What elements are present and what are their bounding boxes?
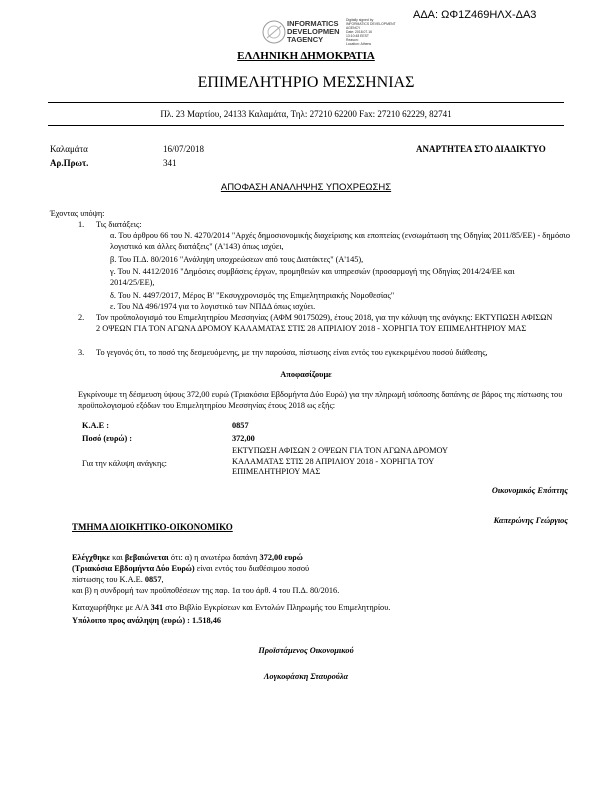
protocol-number: 341 (163, 158, 177, 168)
need-label: Για την κάλυψη ανάγκης: (82, 459, 167, 468)
registered-number: 341 (150, 603, 164, 612)
verify-line-2-rest: είναι εντός του διαθέσιμου ποσού (194, 564, 310, 573)
signer-role: Οικονομικός Επόπτης (491, 486, 568, 495)
header-divider-top (48, 102, 564, 103)
logo-text-3: TAGENCY (287, 35, 324, 44)
verify-line-3-pre: πίστωσης του Κ.Α.Ε. (72, 575, 145, 584)
decision-title: ΑΠΟΦΑΣΗ ΑΝΑΛΗΨΗΣ ΥΠΟΧΡΕΩΣΗΣ (220, 182, 392, 193)
item-1-text: Τις διατάξεις: (96, 220, 142, 229)
registered-pre: Καταχωρήθηκε με Α/Α (72, 603, 151, 612)
logo-small-3: AGENCY (346, 26, 361, 30)
signer-name: Καπερώνης Γεώργιος (493, 516, 568, 525)
logo-small-7: Location: Athens (346, 42, 372, 46)
logo-small-6: Reason: (346, 38, 359, 42)
verify-line-2 (72, 564, 309, 573)
logo-text-2: DEVELOPMEN (287, 27, 340, 36)
balance-line (72, 616, 221, 625)
state-heading: ΕΛΛΗΝΙΚΗ ΔΗΜΟΚΡΑΤΙΑ (237, 50, 375, 62)
posting-note: ΑΝΑΡΤΗΤΕΑ ΣΤΟ ΔΙΑΔΙΚΤΥΟ (416, 144, 546, 154)
footer-name: Λογκοφάσκη Σταυρούλα (263, 672, 349, 681)
logo-small-4: Date: 2018.07.16 (346, 30, 373, 34)
org-heading: ΕΠΙΜΕΛΗΤΗΡΙΟ ΜΕΣΣΗΝΙΑΣ (197, 74, 415, 91)
approval-paragraph: Εγκρίνουμε τη δέσμευση ύψους 372,00 ευρώ (Τριακόσια Εβδομήντα Δύο Ευρώ) για την πληρωμή ισόποσης δαπάνης σε βάρος της πίστωσης του προϋπολογισμού εξόδων του Επιμελητηρίου Μεσσηνίας έτους 2018 ως εξής: (78, 390, 563, 410)
balance-label: Υπόλοιπο προς ανάληψη (ευρώ) : (72, 616, 190, 625)
kae-label: Κ.Α.Ε : (82, 421, 109, 430)
clause-b: β. Του Π.Δ. 80/2016 "Ανάληψη υποχρεώσεων από τους Διατάκτες" (Α'145), (110, 255, 364, 264)
verify-certified: βεβαιώνεται (124, 553, 169, 562)
item-3-number: 3. (78, 348, 85, 357)
digital-signature-stamp (262, 18, 396, 48)
kae-value: 0857 (232, 421, 249, 430)
item-1-number: 1. (78, 220, 85, 229)
verify-line-1-rest: ότι: α) η ανωτέρω δαπάνη (168, 553, 260, 562)
verify-line-3-post: , (161, 575, 164, 584)
amount-label: Ποσό (ευρώ) : (82, 434, 133, 443)
verify-amount: 372,00 ευρώ (259, 553, 303, 562)
decide-heading: Αποφασίζουμε (280, 370, 332, 379)
header-divider-bottom (48, 125, 564, 126)
registered-line (72, 603, 390, 612)
place-label: Καλαμάτα (50, 144, 88, 154)
considering-label: Έχοντας υπόψη: (50, 209, 105, 218)
item-3-text: Το γεγονός ότι, το ποσό της δεσμευόμενης, με την παρούσα, πίστωσης είναι εντός του εγκεκριμένου ποσού διάθεσης, (96, 348, 488, 357)
need-value: ΕΚΤΥΠΩΣΗ ΑΦΙΣΩΝ 2 ΟΨΕΩΝ ΓΙΑ ΤΟΝ ΑΓΩΝΑ ΔΡΟΜΟΥ ΚΑΛΑΜΑΤΑΣ ΣΤΙΣ 28 ΑΠΡΙΛΙΟΥ 2018 - ΧΟΡΗΓΙΑ ΤΟΥ ΕΠΙΜΕΛΗΤΗΡΙΟΥ ΜΑΣ (232, 446, 448, 476)
logo-small-2: INFORMATICS DEVELOPMENT (346, 22, 396, 26)
verify-line-4: και β) η συνδρομή των προϋποθέσεων της παρ. 1α του άρθ. 4 του Π.Δ. 80/2016. (72, 586, 340, 595)
footer-role: Προϊστάμενος Οικονομικού (258, 646, 354, 655)
amount-value: 372,00 (232, 434, 255, 443)
ada-code: ΑΔΑ: ΩΦ1Ζ469ΗΛΧ-ΔΑ3 (413, 9, 537, 21)
item-2-number: 2. (78, 313, 85, 322)
verify-amount-words: (Τριακόσια Εβδομήντα Δύο Ευρώ) (72, 564, 195, 573)
protocol-label: Αρ.Πρωτ. (50, 158, 89, 168)
verify-checked: Ελέγχθηκε (72, 553, 111, 562)
verify-and: και (110, 553, 125, 562)
item-2-text: Τον προϋπολογισμό του Επιμελητηρίου Μεσσηνίας (ΑΦΜ 90175029), έτους 2018, για την κάλυψη της ανάγκης: ΕΚΤΥΠΩΣΗ ΑΦΙΣΩΝ 2 ΟΨΕΩΝ ΓΙΑ ΤΟΝ ΑΓΩΝΑ ΔΡΟΜΟΥ ΚΑΛΑΜΑΤΑΣ ΣΤΙΣ 28 ΑΠΡΙΛΙΟΥ 2018 - ΧΟΡΗΓΙΑ ΤΟΥ ΕΠΙΜΕΛΗΤΗΡΙΟΥ ΜΑΣ (96, 313, 553, 333)
registered-post: στο Βιβλίο Εγκρίσεων και Εντολών Πληρωμής του Επιμελητηρίου. (163, 603, 391, 612)
document-date: 16/07/2018 (163, 144, 205, 154)
verify-line-3 (72, 575, 164, 584)
verify-line-1 (72, 553, 303, 562)
logo-small-5: 13:10:48 EEST (346, 34, 369, 38)
clause-a: α. Του άρθρου 66 του Ν. 4270/2014 "Αρχές δημοσιονομικής διαχείρισης και εποπτείας (ενσωμάτωση της Οδηγίας 2011/85/ΕΕ) - δημόσιο λογιστικό και άλλες διατάξεις" (Α'143) όπως ισχύει, (110, 231, 570, 251)
logo-small-1: Digitally signed by (346, 18, 374, 22)
clause-c: γ. Του Ν. 4412/2016 "Δημόσιες συμβάσεις έργων, προμηθειών και υπηρεσιών (προσαρμογή της Οδηγίας 2014/24/ΕΕ και 2014/25/ΕΕ), (110, 267, 515, 287)
clause-d: δ. Του Ν. 4497/2017, Μέρος Β' "Εκσυγχρονισμός της Επιμελητηριακής Νομοθεσίας" (110, 291, 395, 300)
verify-kae: 0857 (144, 575, 162, 584)
balance-value: 1.518,46 (192, 616, 222, 625)
address-line: Πλ. 23 Μαρτίου, 24133 Καλαμάτα, Τηλ: 27210 62200 Fax: 27210 62229, 82741 (160, 109, 452, 119)
clause-e: ε. Του ΝΔ 496/1974 για το λογιστικό των ΝΠΔΔ όπως ισχύει. (110, 302, 316, 311)
section-title: ΤΜΗΜΑ ΔΙΟΙΚΗΤΙΚΟ-ΟΙΚΟΝΟΜΙΚΟ (72, 522, 233, 532)
logo-text-1: INFORMATICS (287, 19, 339, 28)
